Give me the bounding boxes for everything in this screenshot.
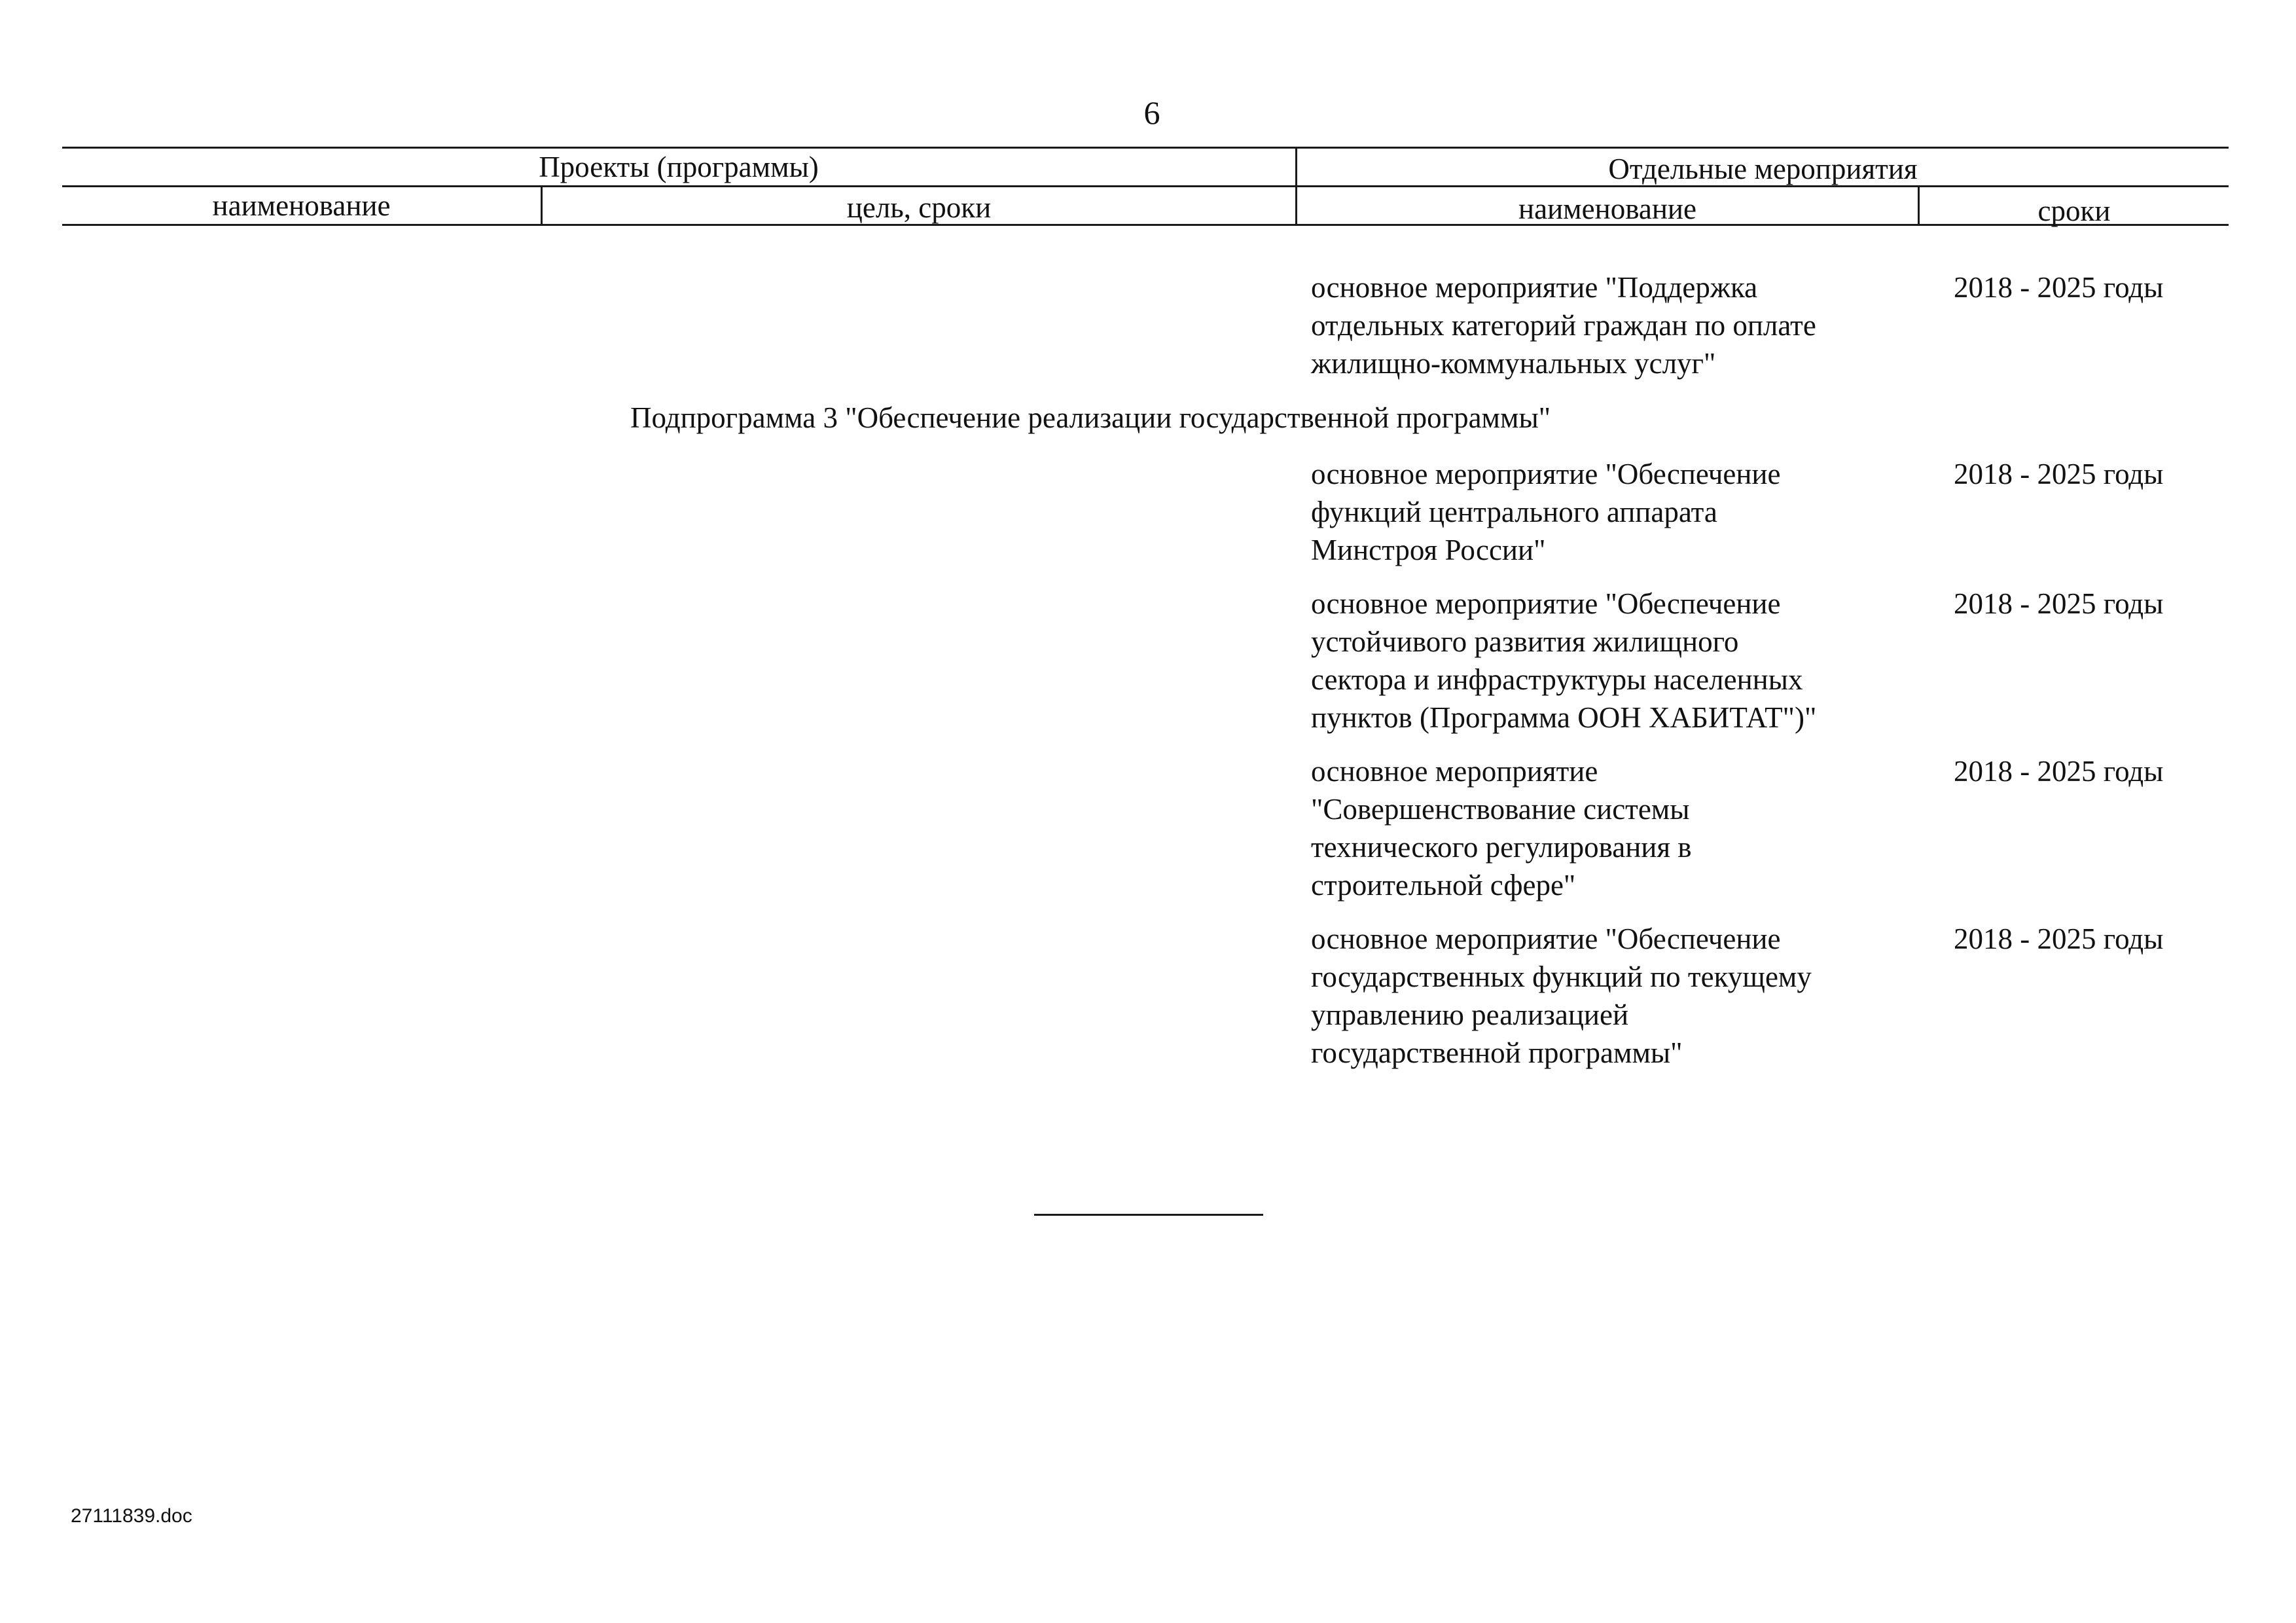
measure-terms-habitat: 2018 - 2025 годы xyxy=(1954,587,2164,620)
table-top-rule xyxy=(62,147,2229,149)
measure-name-support-citizens: основное мероприятие "Поддержка отдельных категорий граждан по оплате жилищно-коммунальных услуг" xyxy=(1311,271,1816,380)
header-measures-terms: сроки xyxy=(2037,194,2111,227)
measure-name-habitat: основное мероприятие "Обеспечение устойчивого развития жилищного сектора и инфраструктуры населенных пунктов (Программа ООН ХАБИТАТ")" xyxy=(1311,587,1817,734)
measure-name-technical-regulation: основное мероприятие "Совершенствование системы технического регулирования в строительной сфере" xyxy=(1311,755,1692,902)
footer-filename: 27111839.doc xyxy=(71,1505,192,1527)
measure-terms-technical-regulation: 2018 - 2025 годы xyxy=(1954,755,2164,788)
header-measures-name: наименование xyxy=(1518,192,1696,225)
header-projects-group: Проекты (программы) xyxy=(539,151,819,183)
measure-terms-central-apparatus: 2018 - 2025 годы xyxy=(1954,458,2164,490)
header-projects-name: наименование xyxy=(212,189,391,222)
header-projects-goal: цель, сроки xyxy=(846,191,992,224)
measure-terms-program-management: 2018 - 2025 годы xyxy=(1954,922,2164,955)
measure-name-central-apparatus: основное мероприятие "Обеспечение функций центрального аппарата Минстроя России" xyxy=(1311,458,1781,566)
measure-terms-support-citizens: 2018 - 2025 годы xyxy=(1954,271,2164,304)
subprogram-title: Подпрограмма 3 "Обеспечение реализации государственной программы" xyxy=(630,401,1551,434)
page-number: 6 xyxy=(1143,94,1160,131)
header-measures-group: Отдельные мероприятия xyxy=(1608,153,1918,185)
measure-name-program-management: основное мероприятие "Обеспечение государственных функций по текущему управлению реализацией государственной программы" xyxy=(1311,922,1812,1069)
document-end-rule xyxy=(1034,1214,1263,1216)
